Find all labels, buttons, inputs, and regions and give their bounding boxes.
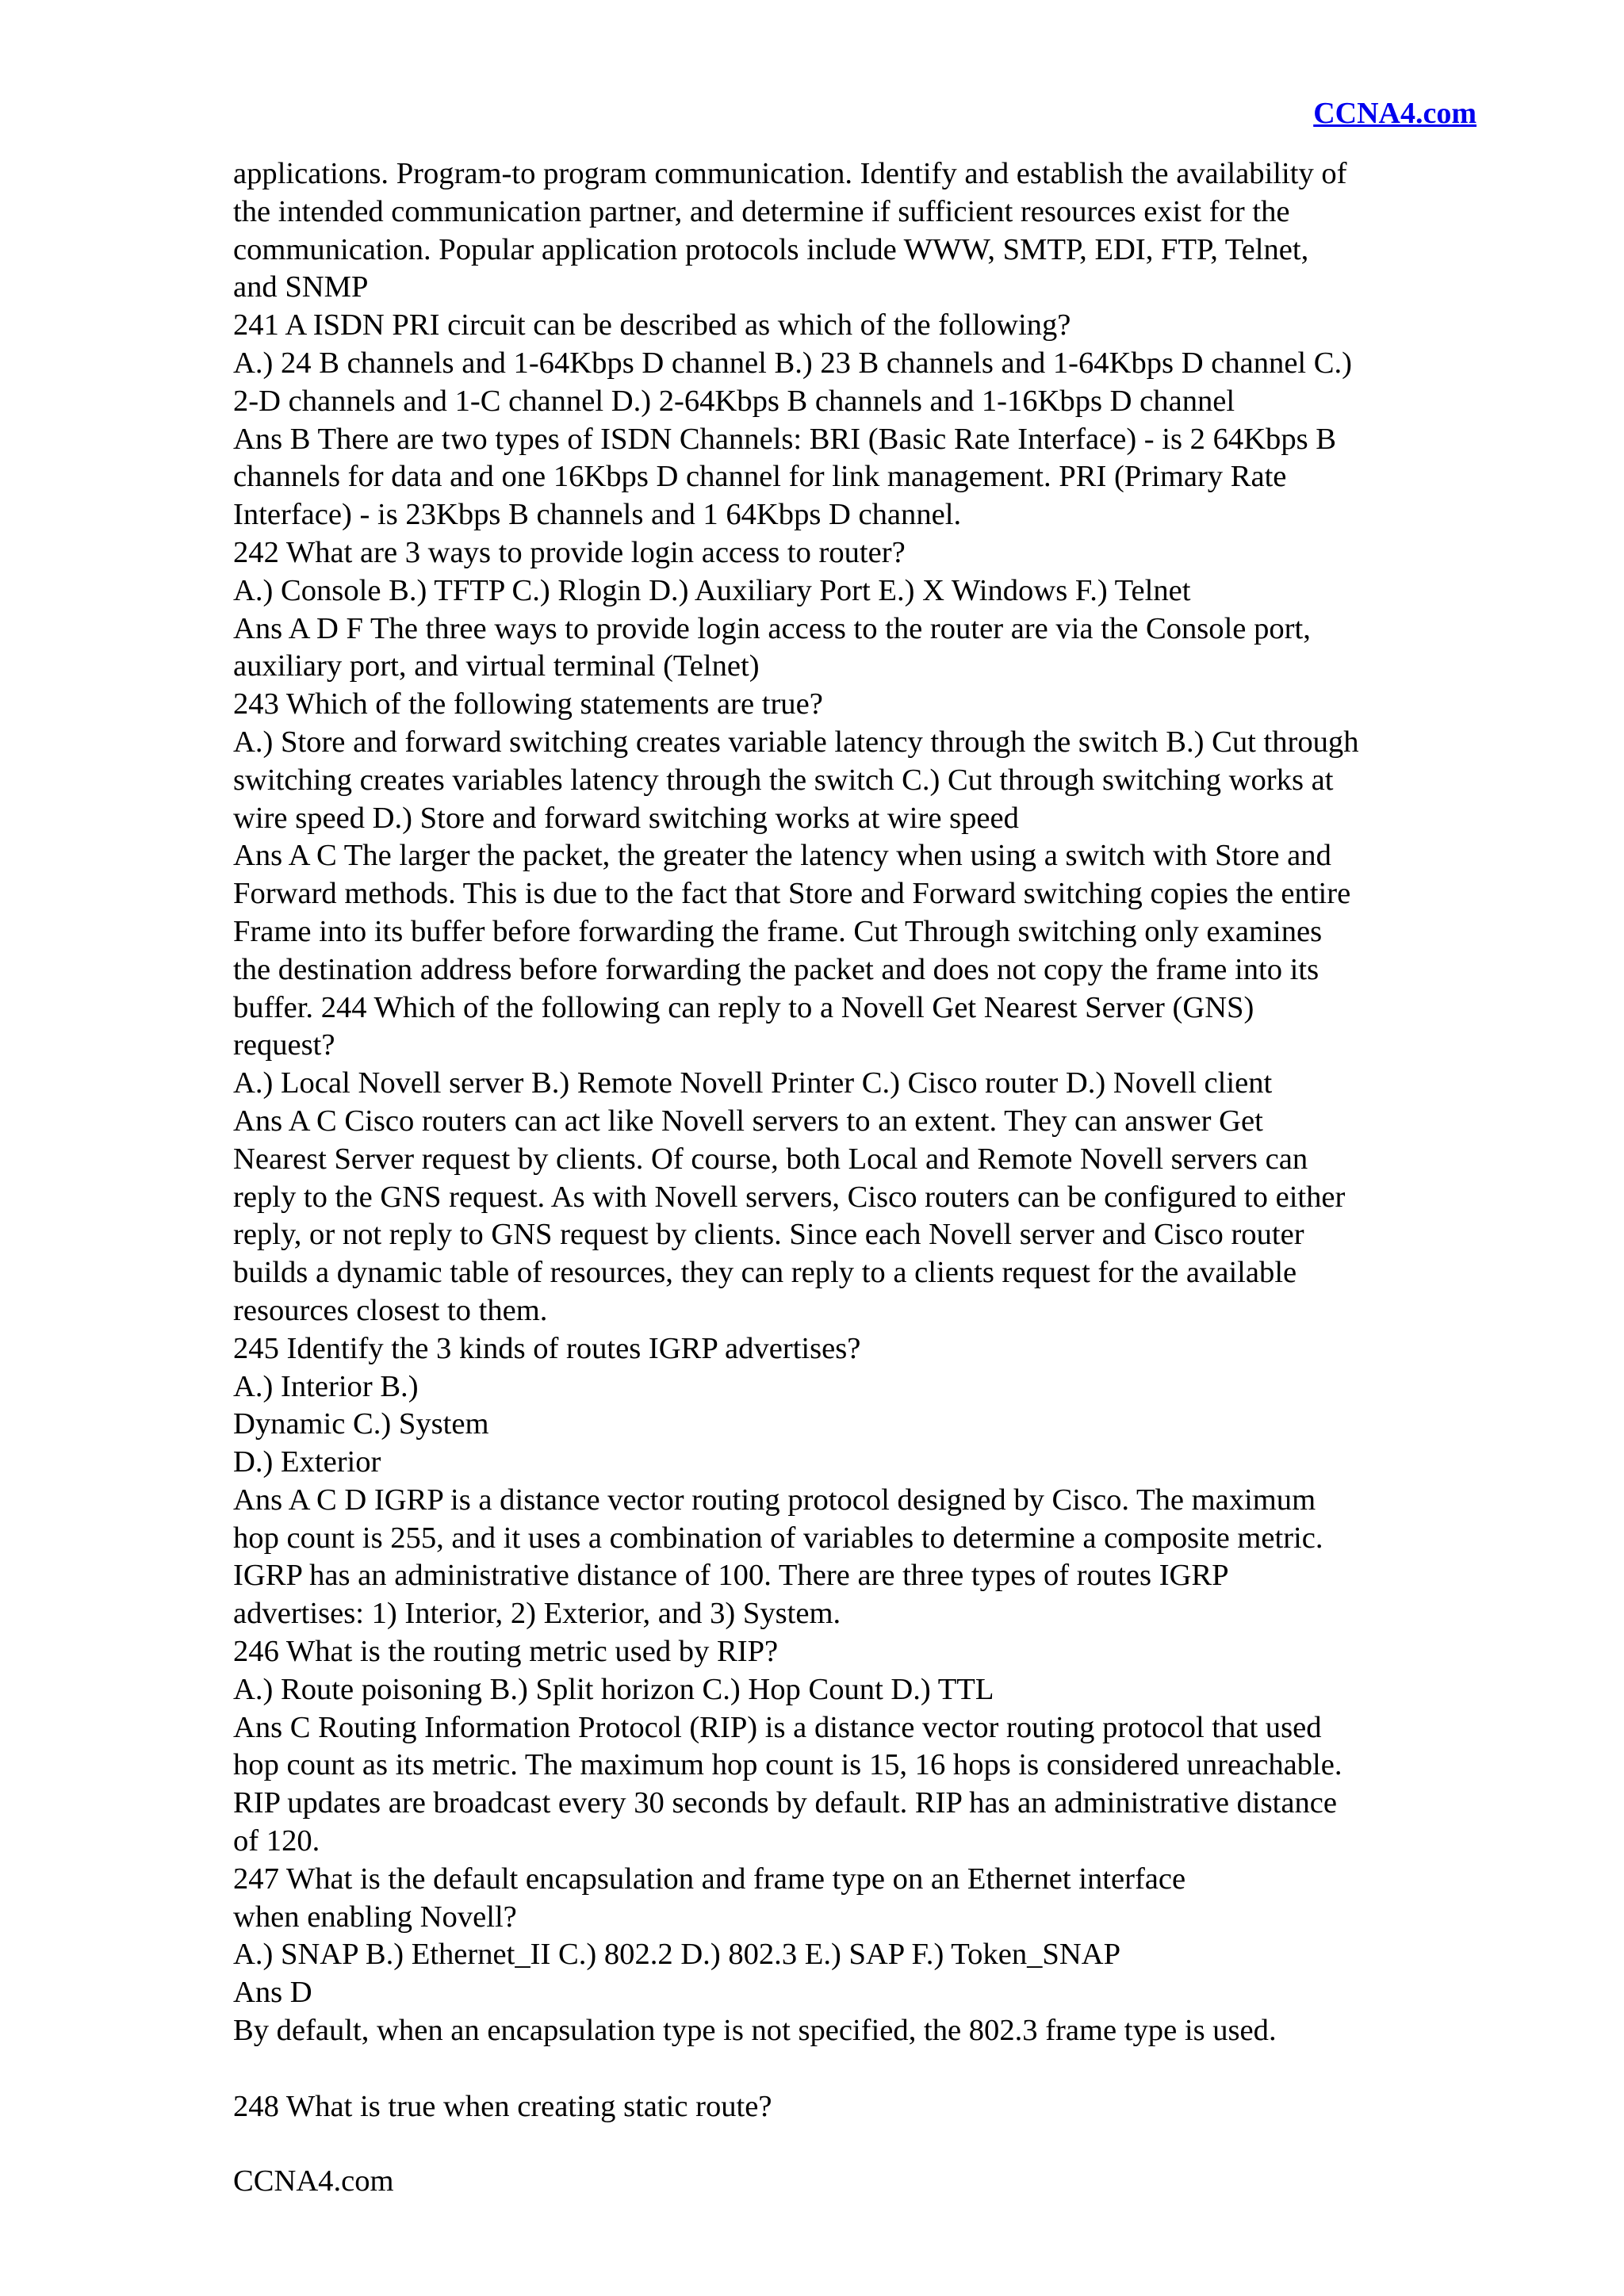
- text-line: A.) Console B.) TFTP C.) Rlogin D.) Auxiliary Port E.) X Windows F.) Telnet: [233, 573, 1191, 607]
- text-line: A.) Route poisoning B.) Split horizon C.) Hop Count D.) TTL: [233, 1672, 994, 1706]
- text-line: Ans A C Cisco routers can act like Novell servers to an extent. They can answer Get: [233, 1104, 1263, 1138]
- header-site-link[interactable]: CCNA4.com: [1313, 97, 1477, 130]
- text-line: reply, or not reply to GNS request by clients. Since each Novell server and Cisco router: [233, 1218, 1304, 1252]
- text-line: Ans B There are two types of ISDN Channels: BRI (Basic Rate Interface) - is 2 64Kbps B: [233, 422, 1337, 456]
- text-line: A.) Local Novell server B.) Remote Novell Printer C.) Cisco router D.) Novell client: [233, 1066, 1273, 1100]
- text-line: A.) Store and forward switching creates variable latency through the switch B.) Cut through: [233, 725, 1359, 759]
- text-line: the destination address before forwarding the packet and does not copy the frame into its: [233, 952, 1320, 986]
- text-line: IGRP has an administrative distance of 100. There are three types of routes IGRP: [233, 1559, 1229, 1593]
- footer-site-name: CCNA4.com: [233, 2164, 394, 2198]
- text-line: and SNMP: [233, 270, 369, 304]
- text-line: buffer. 244 Which of the following can reply to a Novell Get Nearest Server (GNS): [233, 990, 1254, 1024]
- text-line: builds a dynamic table of resources, they can reply to a clients request for the available: [233, 1256, 1297, 1290]
- text-line: Ans D: [233, 1976, 312, 2010]
- text-line: A.) SNAP B.) Ethernet_II C.) 802.2 D.) 802.3 E.) SAP F.) Token_SNAP: [233, 1938, 1121, 1972]
- text-line: 242 What are 3 ways to provide login access to router?: [233, 535, 906, 569]
- text-line: 241 A ISDN PRI circuit can be described as which of the following?: [233, 308, 1071, 342]
- text-line: A.) Interior B.): [233, 1369, 419, 1403]
- text-line: D.) Exterior: [233, 1445, 381, 1479]
- text-line: Ans A D F The three ways to provide login access to the router are via the Console port,: [233, 611, 1311, 645]
- text-line: Ans A C D IGRP is a distance vector routing protocol designed by Cisco. The maximum: [233, 1483, 1316, 1517]
- text-line: auxiliary port, and virtual terminal (Telnet): [233, 649, 760, 683]
- text-line: applications. Program-to program communication. Identify and establish the availability of: [233, 157, 1347, 190]
- text-line: Interface) - is 23Kbps B channels and 1 64Kbps D channel.: [233, 498, 962, 532]
- text-line: channels for data and one 16Kbps D channel for link management. PRI (Primary Rate: [233, 460, 1287, 494]
- text-line: when enabling Novell?: [233, 1900, 517, 1934]
- text-line: Frame into its buffer before forwarding the frame. Cut Through switching only examines: [233, 914, 1323, 948]
- text-line: Ans A C The larger the packet, the greater the latency when using a switch with Store and: [233, 839, 1331, 873]
- text-line: Dynamic C.) System: [233, 1407, 489, 1441]
- text-line: of 120.: [233, 1824, 320, 1858]
- text-line: 248 What is true when creating static route?: [233, 2089, 772, 2123]
- text-line: wire speed D.) Store and forward switching works at wire speed: [233, 801, 1019, 835]
- text-line: reply to the GNS request. As with Novell servers, Cisco routers can be configured to either: [233, 1180, 1346, 1214]
- text-line: RIP updates are broadcast every 30 seconds by default. RIP has an administrative distance: [233, 1786, 1337, 1820]
- text-line: hop count is 255, and it uses a combination of variables to determine a composite metric.: [233, 1521, 1323, 1555]
- text-line: resources closest to them.: [233, 1293, 548, 1327]
- text-line: hop count as its metric. The maximum hop count is 15, 16 hops is considered unreachable.: [233, 1748, 1342, 1782]
- blank-line: [233, 2050, 1470, 2088]
- text-line: By default, when an encapsulation type is not specified, the 802.3 frame type is used.: [233, 2014, 1277, 2048]
- text-line: 245 Identify the 3 kinds of routes IGRP advertises?: [233, 1331, 861, 1365]
- text-line: 246 What is the routing metric used by RIP?: [233, 1635, 779, 1669]
- text-line: Nearest Server request by clients. Of course, both Local and Remote Novell servers can: [233, 1142, 1308, 1176]
- text-line: 2-D channels and 1-C channel D.) 2-64Kbps B channels and 1-16Kbps D channel: [233, 384, 1235, 418]
- text-line: communication. Popular application protocols include WWW, SMTP, EDI, FTP, Telnet,: [233, 232, 1309, 266]
- text-line: the intended communication partner, and determine if sufficient resources exist for the: [233, 194, 1290, 228]
- text-line: A.) 24 B channels and 1-64Kbps D channel B.) 23 B channels and 1-64Kbps D channel C.): [233, 346, 1353, 380]
- text-line: request?: [233, 1028, 335, 1062]
- text-line: Ans C Routing Information Protocol (RIP) is a distance vector routing protocol that used: [233, 1710, 1322, 1744]
- text-line: 247 What is the default encapsulation and frame type on an Ethernet interface: [233, 1862, 1186, 1896]
- text-line: Forward methods. This is due to the fact that Store and Forward switching copies the entire: [233, 877, 1351, 911]
- text-line: switching creates variables latency through the switch C.) Cut through switching works at: [233, 763, 1334, 797]
- text-line: 243 Which of the following statements are true?: [233, 687, 823, 721]
- page-body: [233, 155, 1470, 2126]
- text-line: advertises: 1) Interior, 2) Exterior, and 3) System.: [233, 1597, 841, 1631]
